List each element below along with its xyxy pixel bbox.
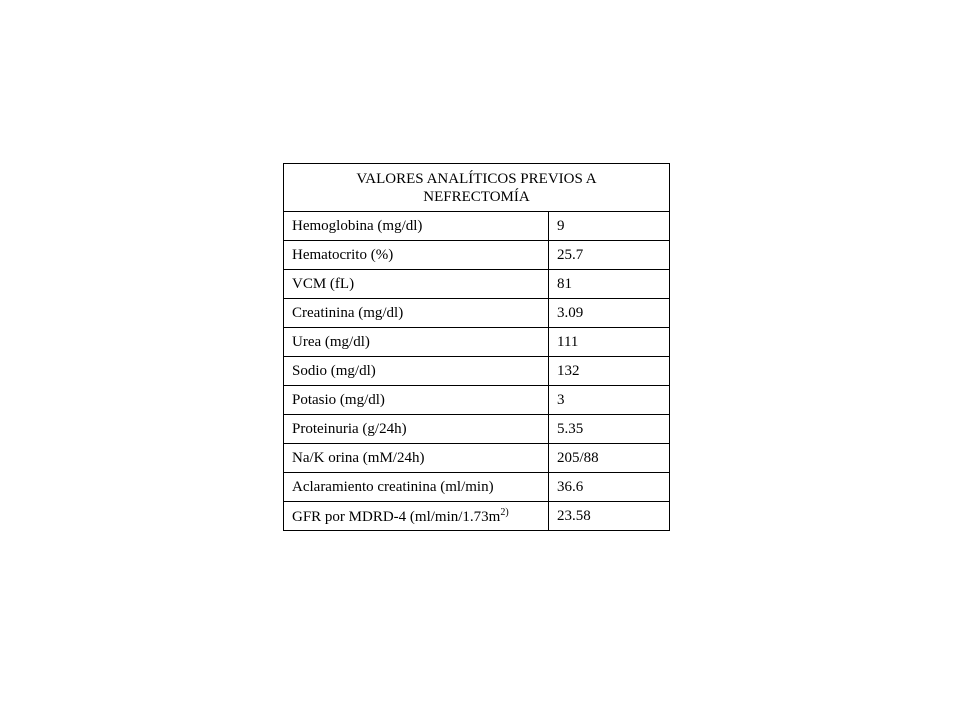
table-row	[284, 444, 670, 473]
row-value-hematocrito: 25.7	[549, 241, 670, 270]
row-label-sodio: Sodio (mg/dl)	[284, 357, 549, 386]
table-title: VALORES ANALÍTICOS PREVIOS A NEFRECTOMÍA	[284, 164, 670, 212]
row-value-gfr: 23.58	[549, 502, 670, 531]
row-label-hematocrito: Hematocrito (%)	[284, 241, 549, 270]
row-value-potasio: 3	[549, 386, 670, 415]
gfr-label-text: GFR por MDRD-4 (ml/min/1.73m	[292, 508, 501, 525]
row-value-urea: 111	[549, 328, 670, 357]
table-row	[284, 299, 670, 328]
row-label-hemoglobina: Hemoglobina (mg/dl)	[284, 212, 549, 241]
lab-values-table	[283, 163, 670, 531]
row-label-na-k-orina: Na/K orina (mM/24h)	[284, 444, 549, 473]
row-label-proteinuria: Proteinuria (g/24h)	[284, 415, 549, 444]
row-label-gfr	[284, 502, 549, 531]
gfr-label-superscript: 2)	[500, 506, 509, 518]
row-value-sodio: 132	[549, 357, 670, 386]
row-value-hemoglobina: 9	[549, 212, 670, 241]
table-row	[284, 328, 670, 357]
row-value-aclaramiento: 36.6	[549, 473, 670, 502]
table-row	[284, 386, 670, 415]
table-row	[284, 270, 670, 299]
row-value-vcm: 81	[549, 270, 670, 299]
table-row	[284, 473, 670, 502]
row-label-potasio: Potasio (mg/dl)	[284, 386, 549, 415]
row-value-creatinina: 3.09	[549, 299, 670, 328]
table-row	[284, 502, 670, 531]
table-row	[284, 357, 670, 386]
row-label-aclaramiento: Aclaramiento creatinina (ml/min)	[284, 473, 549, 502]
table-row	[284, 212, 670, 241]
row-value-proteinuria: 5.35	[549, 415, 670, 444]
row-label-urea: Urea (mg/dl)	[284, 328, 549, 357]
table-row	[284, 241, 670, 270]
row-label-vcm: VCM (fL)	[284, 270, 549, 299]
row-value-na-k-orina: 205/88	[549, 444, 670, 473]
table-row	[284, 415, 670, 444]
row-label-creatinina: Creatinina (mg/dl)	[284, 299, 549, 328]
table-header-row	[284, 164, 670, 212]
